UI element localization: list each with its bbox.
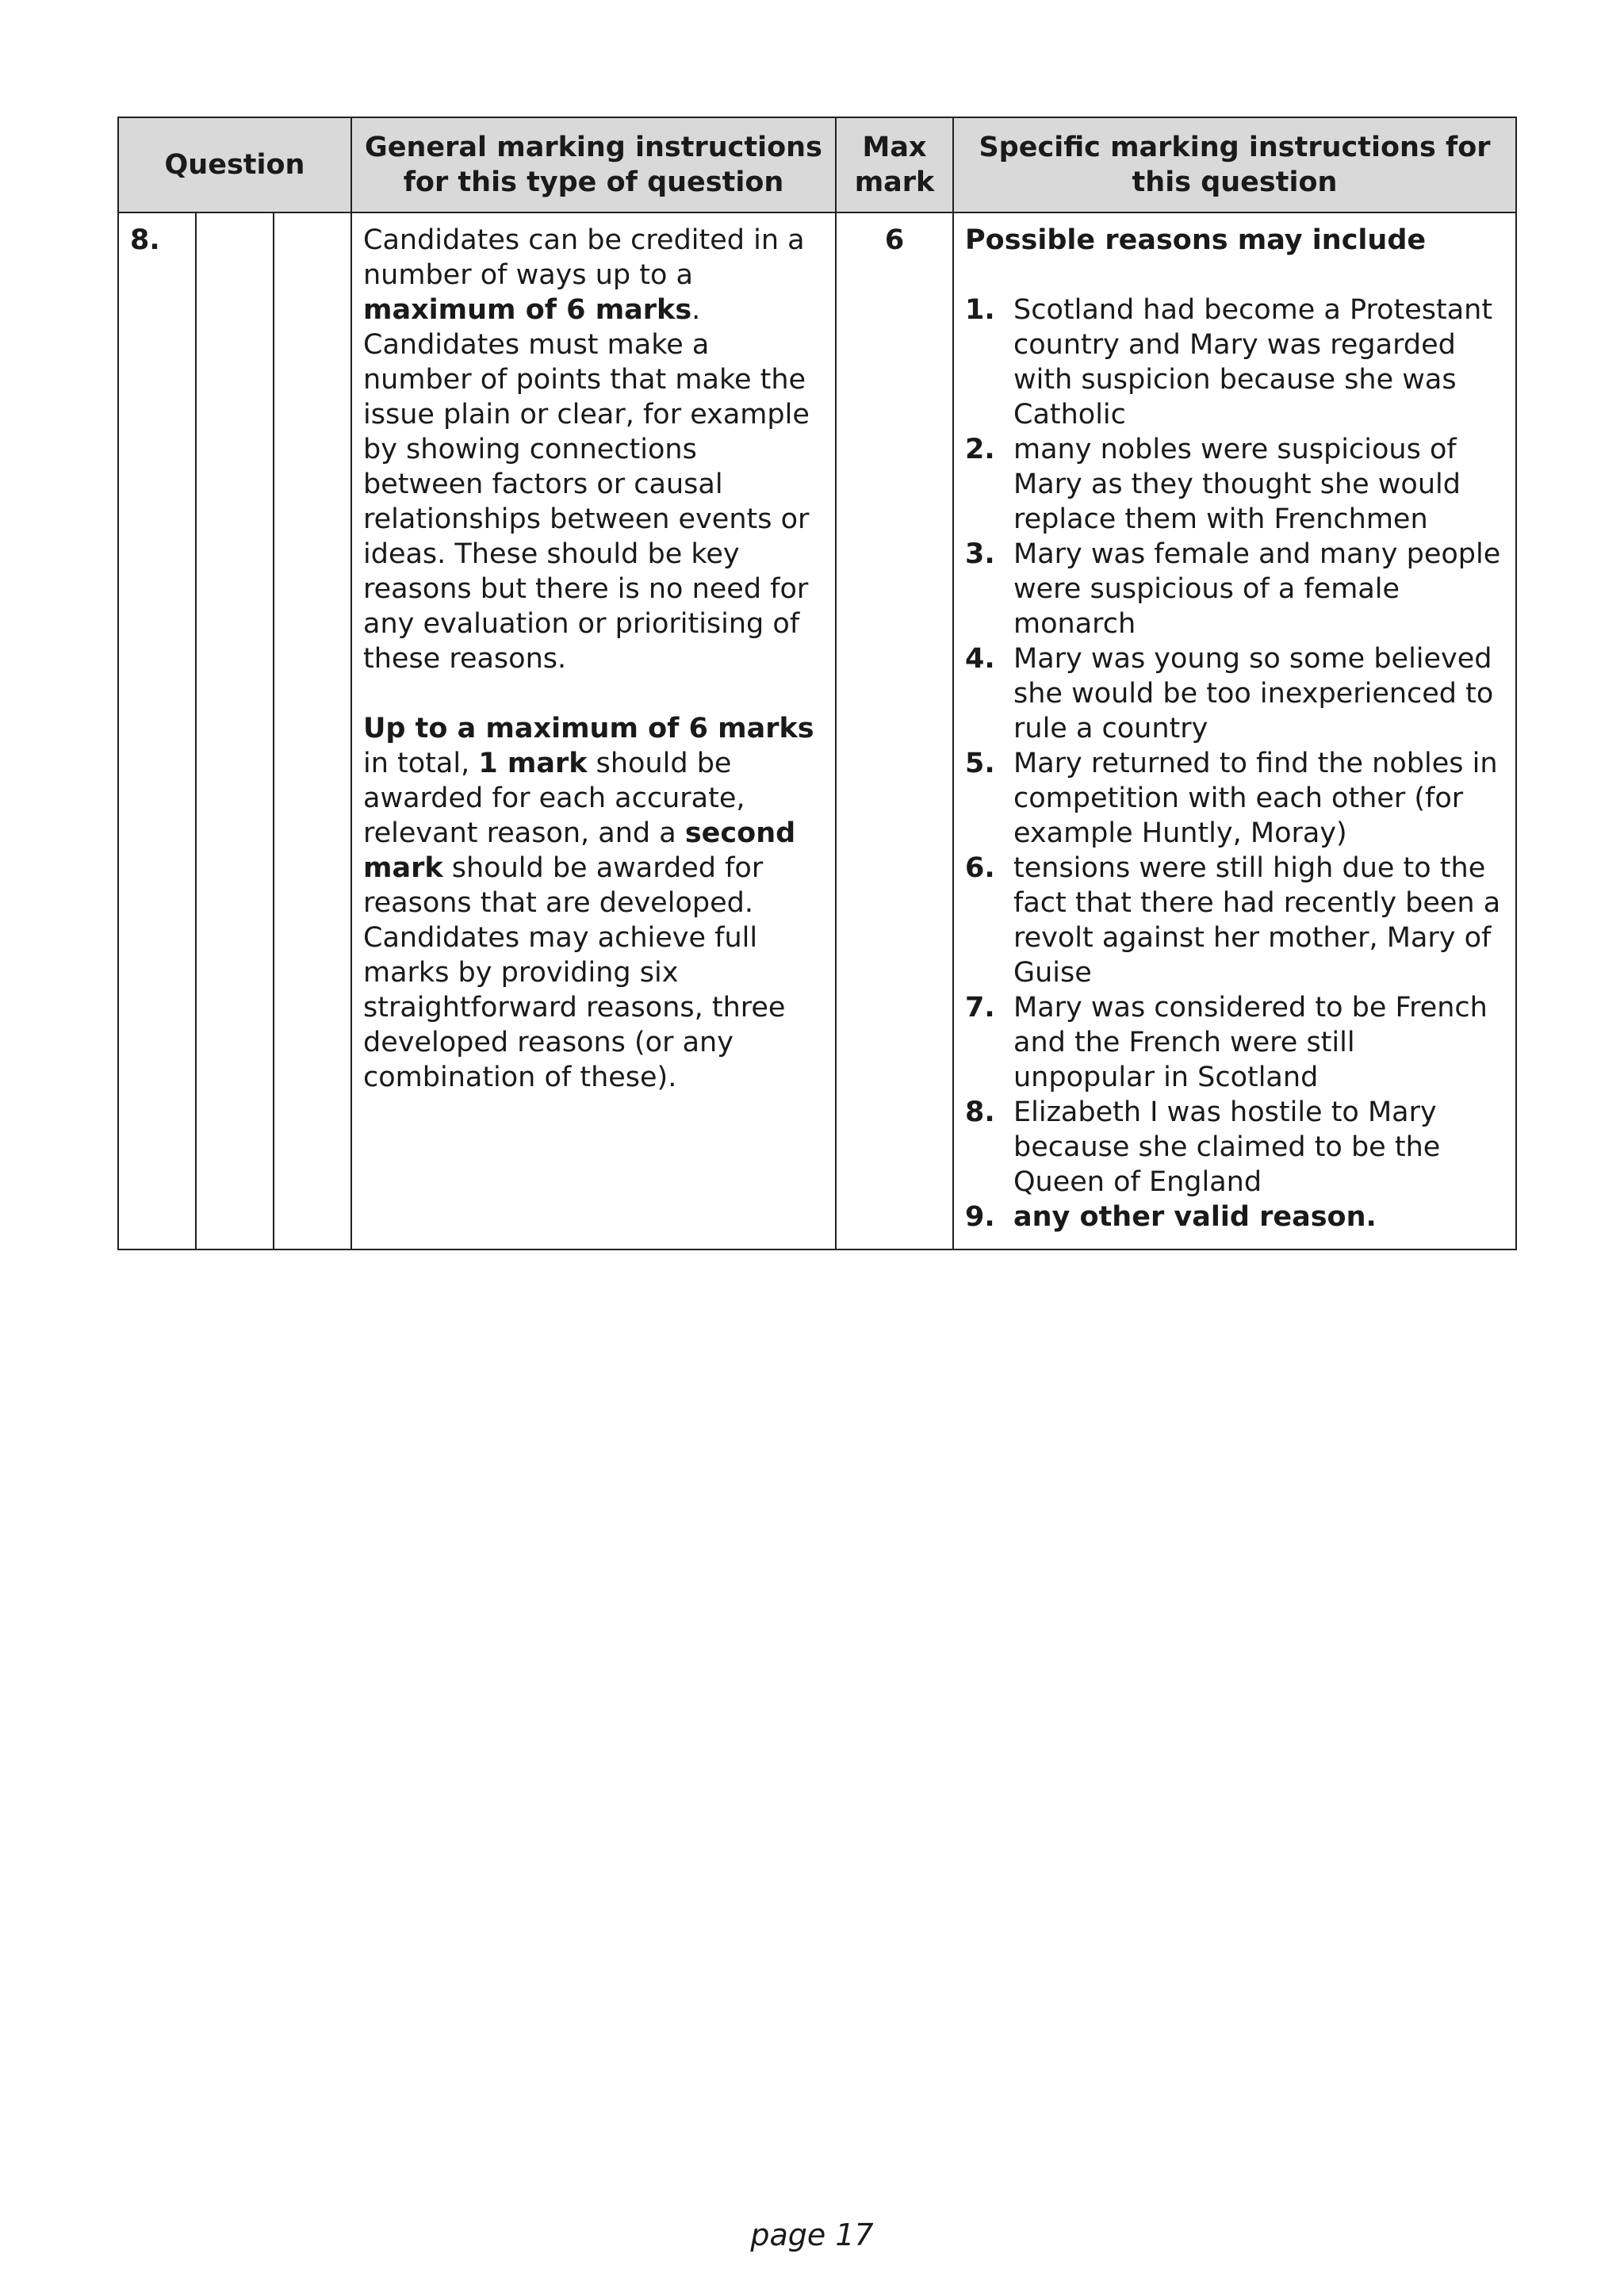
question-number: 8. bbox=[118, 212, 196, 1249]
max-mark-value: 6 bbox=[836, 212, 953, 1249]
specific-heading: Possible reasons may include bbox=[965, 224, 1427, 256]
table-header-row bbox=[118, 117, 1516, 212]
page-number: page 17 bbox=[750, 2218, 874, 2252]
header-specific-instructions: Specific marking instructions for this question bbox=[953, 117, 1516, 212]
item-number: 4. bbox=[965, 643, 995, 675]
item-number: 6. bbox=[965, 852, 995, 884]
header-question: Question bbox=[118, 117, 351, 212]
general-paragraph-2 bbox=[363, 711, 824, 1095]
list-item bbox=[965, 990, 1504, 1095]
item-text: many nobles were suspicious of Mary as they thought she would replace them with Frenchmen bbox=[1013, 434, 1461, 535]
item-number: 2. bbox=[965, 434, 995, 465]
general-text: . Candidates must make a number of points that make the issue plain or clear, for example by showing connections between factors or causal relationships between events or ideas. These should be key reasons but there is no need for any evaluation or prioritising of these reasons. bbox=[363, 294, 810, 675]
reasons-list bbox=[965, 293, 1504, 1234]
item-text: Elizabeth I was hostile to Mary because she claimed to be the Queen of England bbox=[1013, 1096, 1441, 1198]
general-instructions-cell bbox=[351, 212, 836, 1249]
list-item bbox=[965, 537, 1504, 641]
general-bold-text: Up to a maximum of 6 marks bbox=[363, 713, 814, 744]
general-text: Candidates can be credited in a number of ways up to a bbox=[363, 224, 805, 291]
item-number: 3. bbox=[965, 538, 995, 570]
header-general-instructions: General marking instructions for this type of question bbox=[351, 117, 836, 212]
item-text: Mary was young so some believed she would be too inexperienced to rule a country bbox=[1013, 643, 1494, 744]
list-item bbox=[965, 641, 1504, 746]
general-bold-text: maximum of 6 marks bbox=[363, 294, 692, 326]
list-item bbox=[965, 746, 1504, 851]
item-number: 8. bbox=[965, 1096, 995, 1128]
item-text: Mary returned to find the nobles in competition with each other (for example Huntly, Moray) bbox=[1013, 748, 1498, 849]
list-item bbox=[965, 293, 1504, 432]
item-number: 9. bbox=[965, 1201, 995, 1233]
marking-table bbox=[117, 117, 1517, 1250]
list-item bbox=[965, 1200, 1504, 1234]
item-text: tensions were still high due to the fact that there had recently been a revolt against her mother, Mary of Guise bbox=[1013, 852, 1501, 989]
general-text: should be awarded for reasons that are developed. Candidates may achieve full marks by providing six straightforward reasons, three developed reasons (or any combination of these). bbox=[363, 852, 786, 1093]
item-text: Scotland had become a Protestant country and Mary was regarded with suspicion because she was Catholic bbox=[1013, 294, 1493, 430]
general-bold-text: 1 mark bbox=[478, 748, 588, 779]
item-text: any other valid reason. bbox=[1013, 1201, 1377, 1233]
question-subpart-b bbox=[274, 212, 351, 1249]
item-text: Mary was considered to be French and the French were still unpopular in Scotland bbox=[1013, 992, 1488, 1093]
item-number: 1. bbox=[965, 294, 995, 326]
general-text: in total, bbox=[363, 748, 479, 779]
list-item bbox=[965, 432, 1504, 537]
list-item bbox=[965, 1095, 1504, 1200]
general-text: should be awarded for each accurate, relevant reason, and a bbox=[363, 748, 745, 849]
general-paragraph-1 bbox=[363, 223, 824, 676]
item-number: 5. bbox=[965, 748, 995, 779]
item-text: Mary was female and many people were suspicious of a female monarch bbox=[1013, 538, 1501, 640]
header-max-mark: Max mark bbox=[836, 117, 953, 212]
specific-instructions-cell bbox=[953, 212, 1516, 1249]
table-row bbox=[118, 212, 1516, 1249]
general-bold-text: second mark bbox=[363, 817, 796, 884]
question-subpart-a bbox=[196, 212, 274, 1249]
item-number: 7. bbox=[965, 992, 995, 1024]
list-item bbox=[965, 851, 1504, 990]
